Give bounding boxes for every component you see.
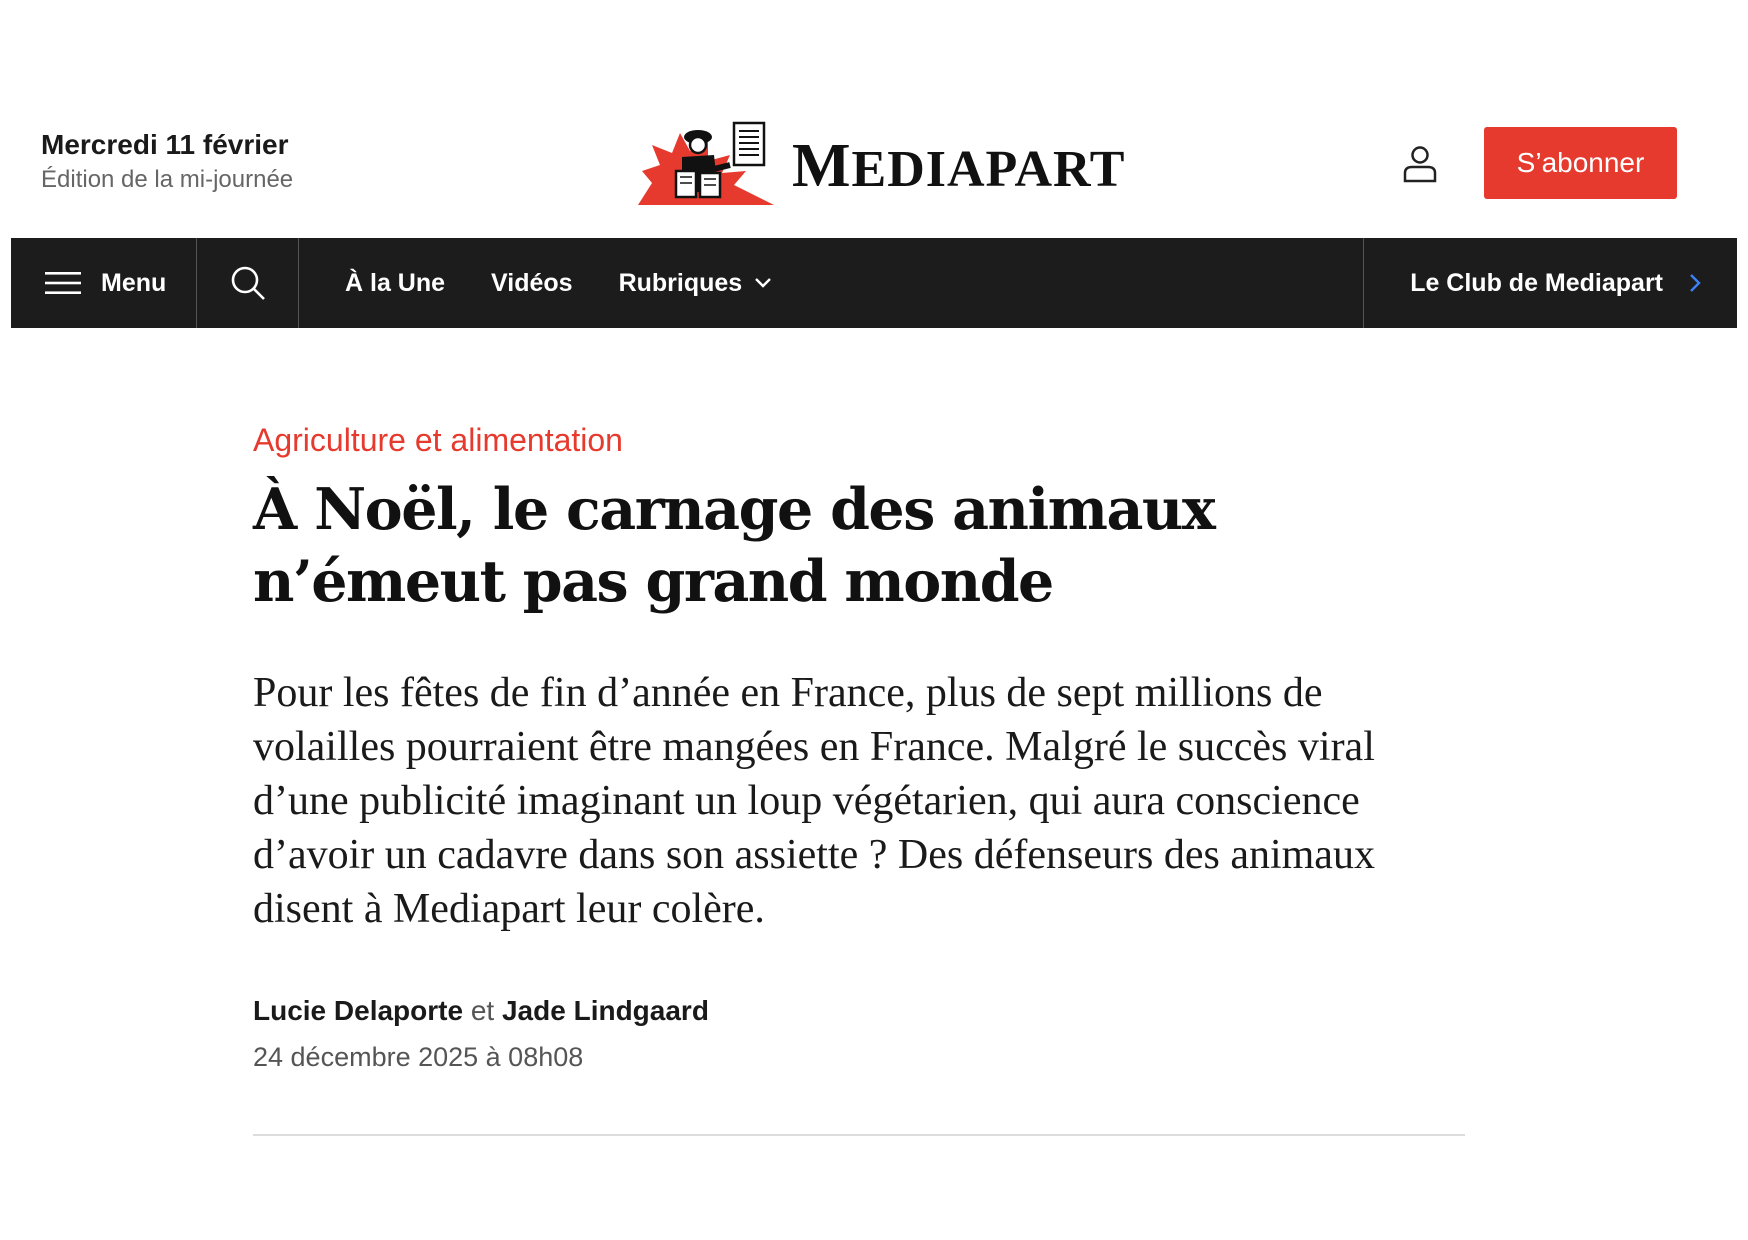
- article-header: [253, 420, 1465, 1074]
- nav-link-rubriques[interactable]: [619, 269, 773, 298]
- publication-date: 24 décembre 2025 à 08h08: [253, 1042, 584, 1072]
- author-link[interactable]: Jade Lindgaard: [501, 995, 709, 1026]
- category-link[interactable]: Agriculture et alimentation: [253, 422, 623, 458]
- date-block: [41, 128, 293, 196]
- byline: [253, 994, 1465, 1028]
- author-joiner: et: [470, 995, 495, 1026]
- hamburger-icon: [45, 270, 81, 296]
- logo-wordmark: [792, 131, 1125, 202]
- edition-label: Édition de la mi-journée: [41, 166, 294, 193]
- menu-button[interactable]: [11, 238, 197, 328]
- search-icon: [230, 265, 266, 301]
- chevron-down-icon: [754, 277, 772, 289]
- article-headline: À Noël, le carnage des animaux n’émeut pas grand monde: [253, 476, 1215, 615]
- search-button[interactable]: [197, 238, 299, 328]
- logo-wordmark-rest: EDIAPART: [851, 140, 1126, 198]
- mediapart-logo[interactable]: [638, 118, 1126, 208]
- nav-links: [299, 238, 1363, 328]
- nav-link-videos[interactable]: Vidéos: [491, 268, 573, 297]
- club-label: Le Club de Mediapart: [1410, 268, 1663, 297]
- menu-label: Menu: [101, 268, 167, 297]
- main-navbar: [11, 238, 1737, 328]
- nav-link-a-la-une[interactable]: À la Une: [345, 268, 446, 297]
- user-icon: [1403, 145, 1437, 183]
- current-date: Mercredi 11 février: [41, 129, 289, 160]
- club-mediapart-link[interactable]: [1363, 238, 1737, 328]
- chevron-right-icon: [1689, 273, 1701, 293]
- subscribe-button[interactable]: S’abonner: [1484, 127, 1677, 199]
- nav-link-rubriques-label: Rubriques: [618, 268, 743, 297]
- section-divider: [253, 1134, 1465, 1136]
- article-lede: Pour les fêtes de fin d’année en France, plus de sept millions de volailles pourraient être mangées en France. Malgré le succès viral d’une publicité imaginant un loup végétarien, qui aura conscience d’avoir un cadavre dans son assiette ? Des défenseurs des animaux disent à Mediapart leur colère.: [253, 670, 1375, 932]
- crier-logo-icon: [638, 121, 774, 205]
- logo-wordmark-initial: M: [792, 131, 852, 200]
- account-button[interactable]: [1396, 140, 1444, 188]
- site-header: [0, 0, 1748, 238]
- author-link[interactable]: Lucie Delaporte: [253, 995, 464, 1026]
